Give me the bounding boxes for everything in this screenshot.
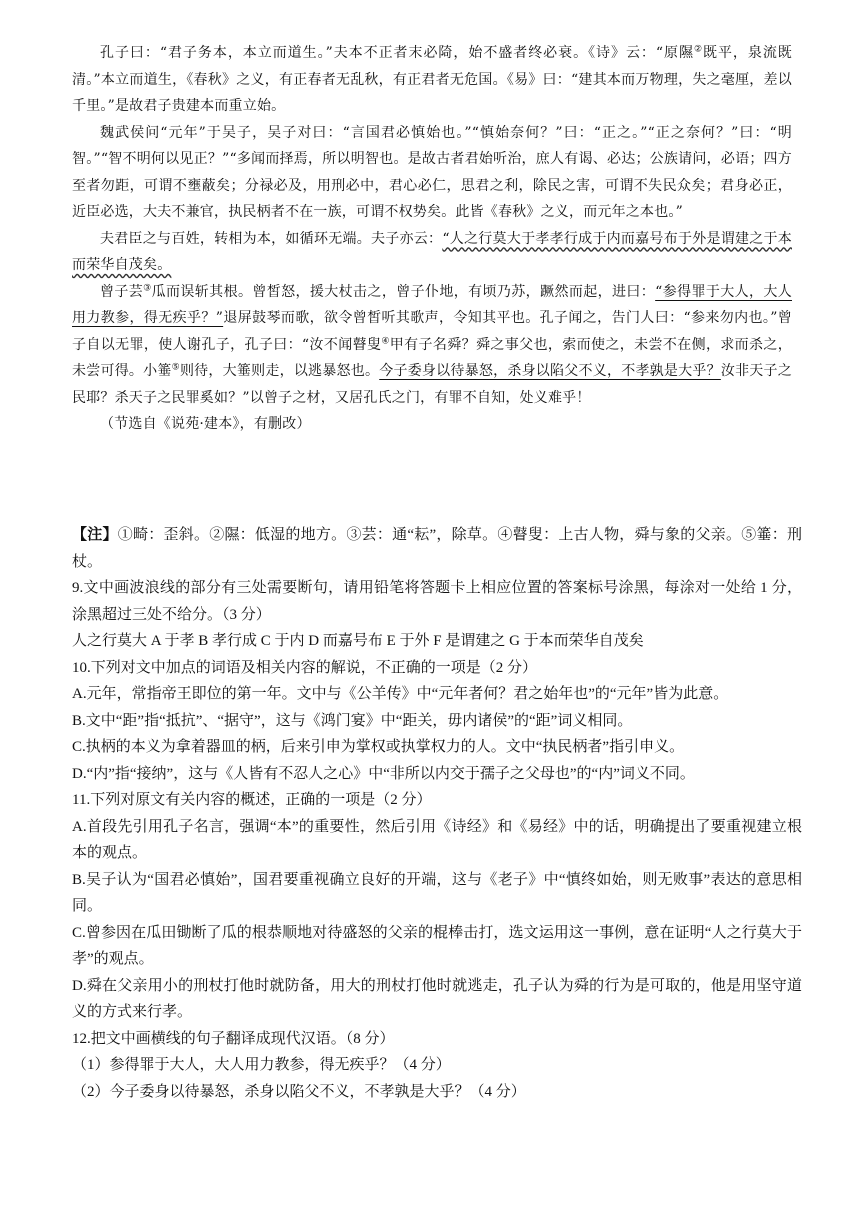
underlined-sentence-1: “参得罪于大人，大人用力教参，得无疾乎？” xyxy=(72,283,792,326)
questions-section xyxy=(72,522,802,1105)
question-12-sentence-2: （2）今子委身以待暴怒，杀身以陷父不义，不孝孰是大乎？（4 分） xyxy=(72,1083,526,1100)
paragraph-text: 孔子曰：“君子务本，本立而道生。”夫本不正者末必陭，始不盛者终必衰。《诗》云：“原隰 xyxy=(100,45,694,61)
footnote-marker: ④ xyxy=(381,335,390,346)
paragraph-text: 退屏鼓琴而歌，欲令曾皙听其歌声，令知其平也。孔子闻之，告门人曰：“参来勿内也。”曾子自以无罪，使人谢孔子，孔子曰：“汝不闻瞽叟 xyxy=(72,310,793,353)
note-text: ①畸：歪斜。②隰：低湿的地方。③芸：通“耘”，除草。④瞽叟：上古人物，舜与象的父亲。⑤箠：刑杖。 xyxy=(72,527,802,570)
passage-paragraph-4 xyxy=(72,279,792,412)
question-10-option-b: B.文中“距”指“抵抗”、“据守”，这与《鸿门宴》中“距关，毋内诸侯”的“距”词义相同。 xyxy=(72,712,633,729)
question-10-option-c: C.执柄的本义为拿着器皿的柄，后来引申为掌权或执掌权力的人。文中“执民柄者”指引申义。 xyxy=(72,739,685,755)
wavy-underlined-text: “人之行莫大于孝孝行成于内而嘉号布于外是谓建之于本而荣华自茂矣。 xyxy=(72,230,792,273)
footnote-marker: ③ xyxy=(143,282,152,293)
question-11-stem: 11.下列对原文有关内容的概述，正确的一项是（2 分） xyxy=(72,792,432,808)
note-label: 【注】 xyxy=(72,527,118,543)
paragraph-text: 甲有子名舜？舜之事父也，索而使之，未尝不在侧，求而杀之，未尝可得。小箠 xyxy=(72,336,792,379)
question-12-sentence-1: （1）参得罪于大人，大人用力教参，得无疾乎？（4 分） xyxy=(72,1057,451,1073)
question-10-option-a: A.元年，常指帝王即位的第一年。文中与《公羊传》中“元年者何？君之始年也”的“元年”皆为此意。 xyxy=(72,686,729,702)
question-11-option-b: B.吴子认为“国君必慎始”，国君要重视确立良好的开端，这与《老子》中“慎终如始，则无败事”表达的意思相同。 xyxy=(72,871,802,914)
question-9-options: 人之行莫大 A 于孝 B 孝行成 C 于内 D 而嘉号布 E 于外 F 是谓建之 G 于本而荣华自茂矣 xyxy=(72,633,644,649)
question-12-stem: 12.把文中画横线的句子翻译成现代汉语。（8 分） xyxy=(72,1030,395,1047)
paragraph-text: 汝非天子之民耶？杀天子之民罪奚如？”以曾子之材，又居孔氏之门，有罪不自知，处义难乎！ xyxy=(72,363,792,406)
question-11-option-d: D.舜在父亲用小的刑杖打他时就防备，用大的刑杖打他时就逃走，孔子认为舜的行为是可取的，他是用坚守道义的方式来行孝。 xyxy=(72,977,802,1020)
footnote-marker: ⑤ xyxy=(171,362,180,373)
question-11-option-c: C.曾参因在瓜田锄断了瓜的根恭顺地对待盛怒的父亲的棍棒击打，选文运用这一事例，意在证明“人之行莫大于孝”的观点。 xyxy=(72,924,802,967)
question-10-stem: 10.下列对文中加点的词语及相关内容的解说，不正确的一项是（2 分） xyxy=(72,659,538,676)
paragraph-text: 曾子芸 xyxy=(100,283,144,300)
question-11-option-a: A.首段先引用孔子名言，强调“本”的重要性，然后引用《诗经》和《易经》中的话，明确提出了要重视建立根本的观点。 xyxy=(72,818,802,861)
footnotes xyxy=(72,522,802,575)
passage-source: （节选自《说苑·建本》，有删改） xyxy=(100,416,311,432)
question-10-option-d: D.“内”指“接纳”，这与《人皆有不忍人之心》中“非所以内交于孺子之父母也”的“内”词义不同。 xyxy=(72,765,695,782)
paragraph-text: 瓜而误斩其根。曾皙怒，援大杖击之，曾子仆地，有顷乃苏，蹶然而起，进曰： xyxy=(151,283,656,300)
footnote-marker: ② xyxy=(693,44,703,55)
question-9-stem: 9.文中画波浪线的部分有三处需要断句，请用铅笔将答题卡上相应位置的答案标号涂黑，每涂对一处给 1 分，涂黑超过三处不给分。（3 分） xyxy=(72,580,802,623)
passage-paragraph-1 xyxy=(72,40,792,120)
passage-paragraph-3 xyxy=(72,226,792,279)
underlined-sentence-2: 今子委身以待暴怒，杀身以陷父不义，不孝孰是大乎？ xyxy=(379,363,721,379)
paragraph-text: 则待，大箠则走，以逃暴怒也。 xyxy=(179,363,380,379)
classical-passage xyxy=(72,40,792,438)
passage-paragraph-2: 魏武侯问“元年”于吴子，吴子对曰：“言国君必慎始也。”“慎始奈何？”曰：“正之。”“正之奈何？”曰：“明智。”“智不明何以见正？”“多闻而择焉，所以明智也。是故古者君始听治，庶人有谒、必达；公族请问，必语；四方至者勿距，可谓不壅蔽矣；分禄必及，用刑必中，君心必仁，思君之利，除民之害，可谓不失民众矣；君身必正，近臣必选，大夫不兼官，执民柄者不在一族，可谓不权势矣。此皆《春秋》之义，而元年之本也。” xyxy=(72,124,792,220)
paragraph-text: 既平，泉流既清。”本立而道生，《春秋》之义，有正春者无乱秋，有正君者无危国。《易》曰：“建其本而万物理，失之毫厘，差以千里。”是故君子贵建本而重立始。 xyxy=(72,45,793,114)
paragraph-text: 夫君臣之与百姓，转相为本，如循环无端。夫子亦云： xyxy=(100,230,443,247)
